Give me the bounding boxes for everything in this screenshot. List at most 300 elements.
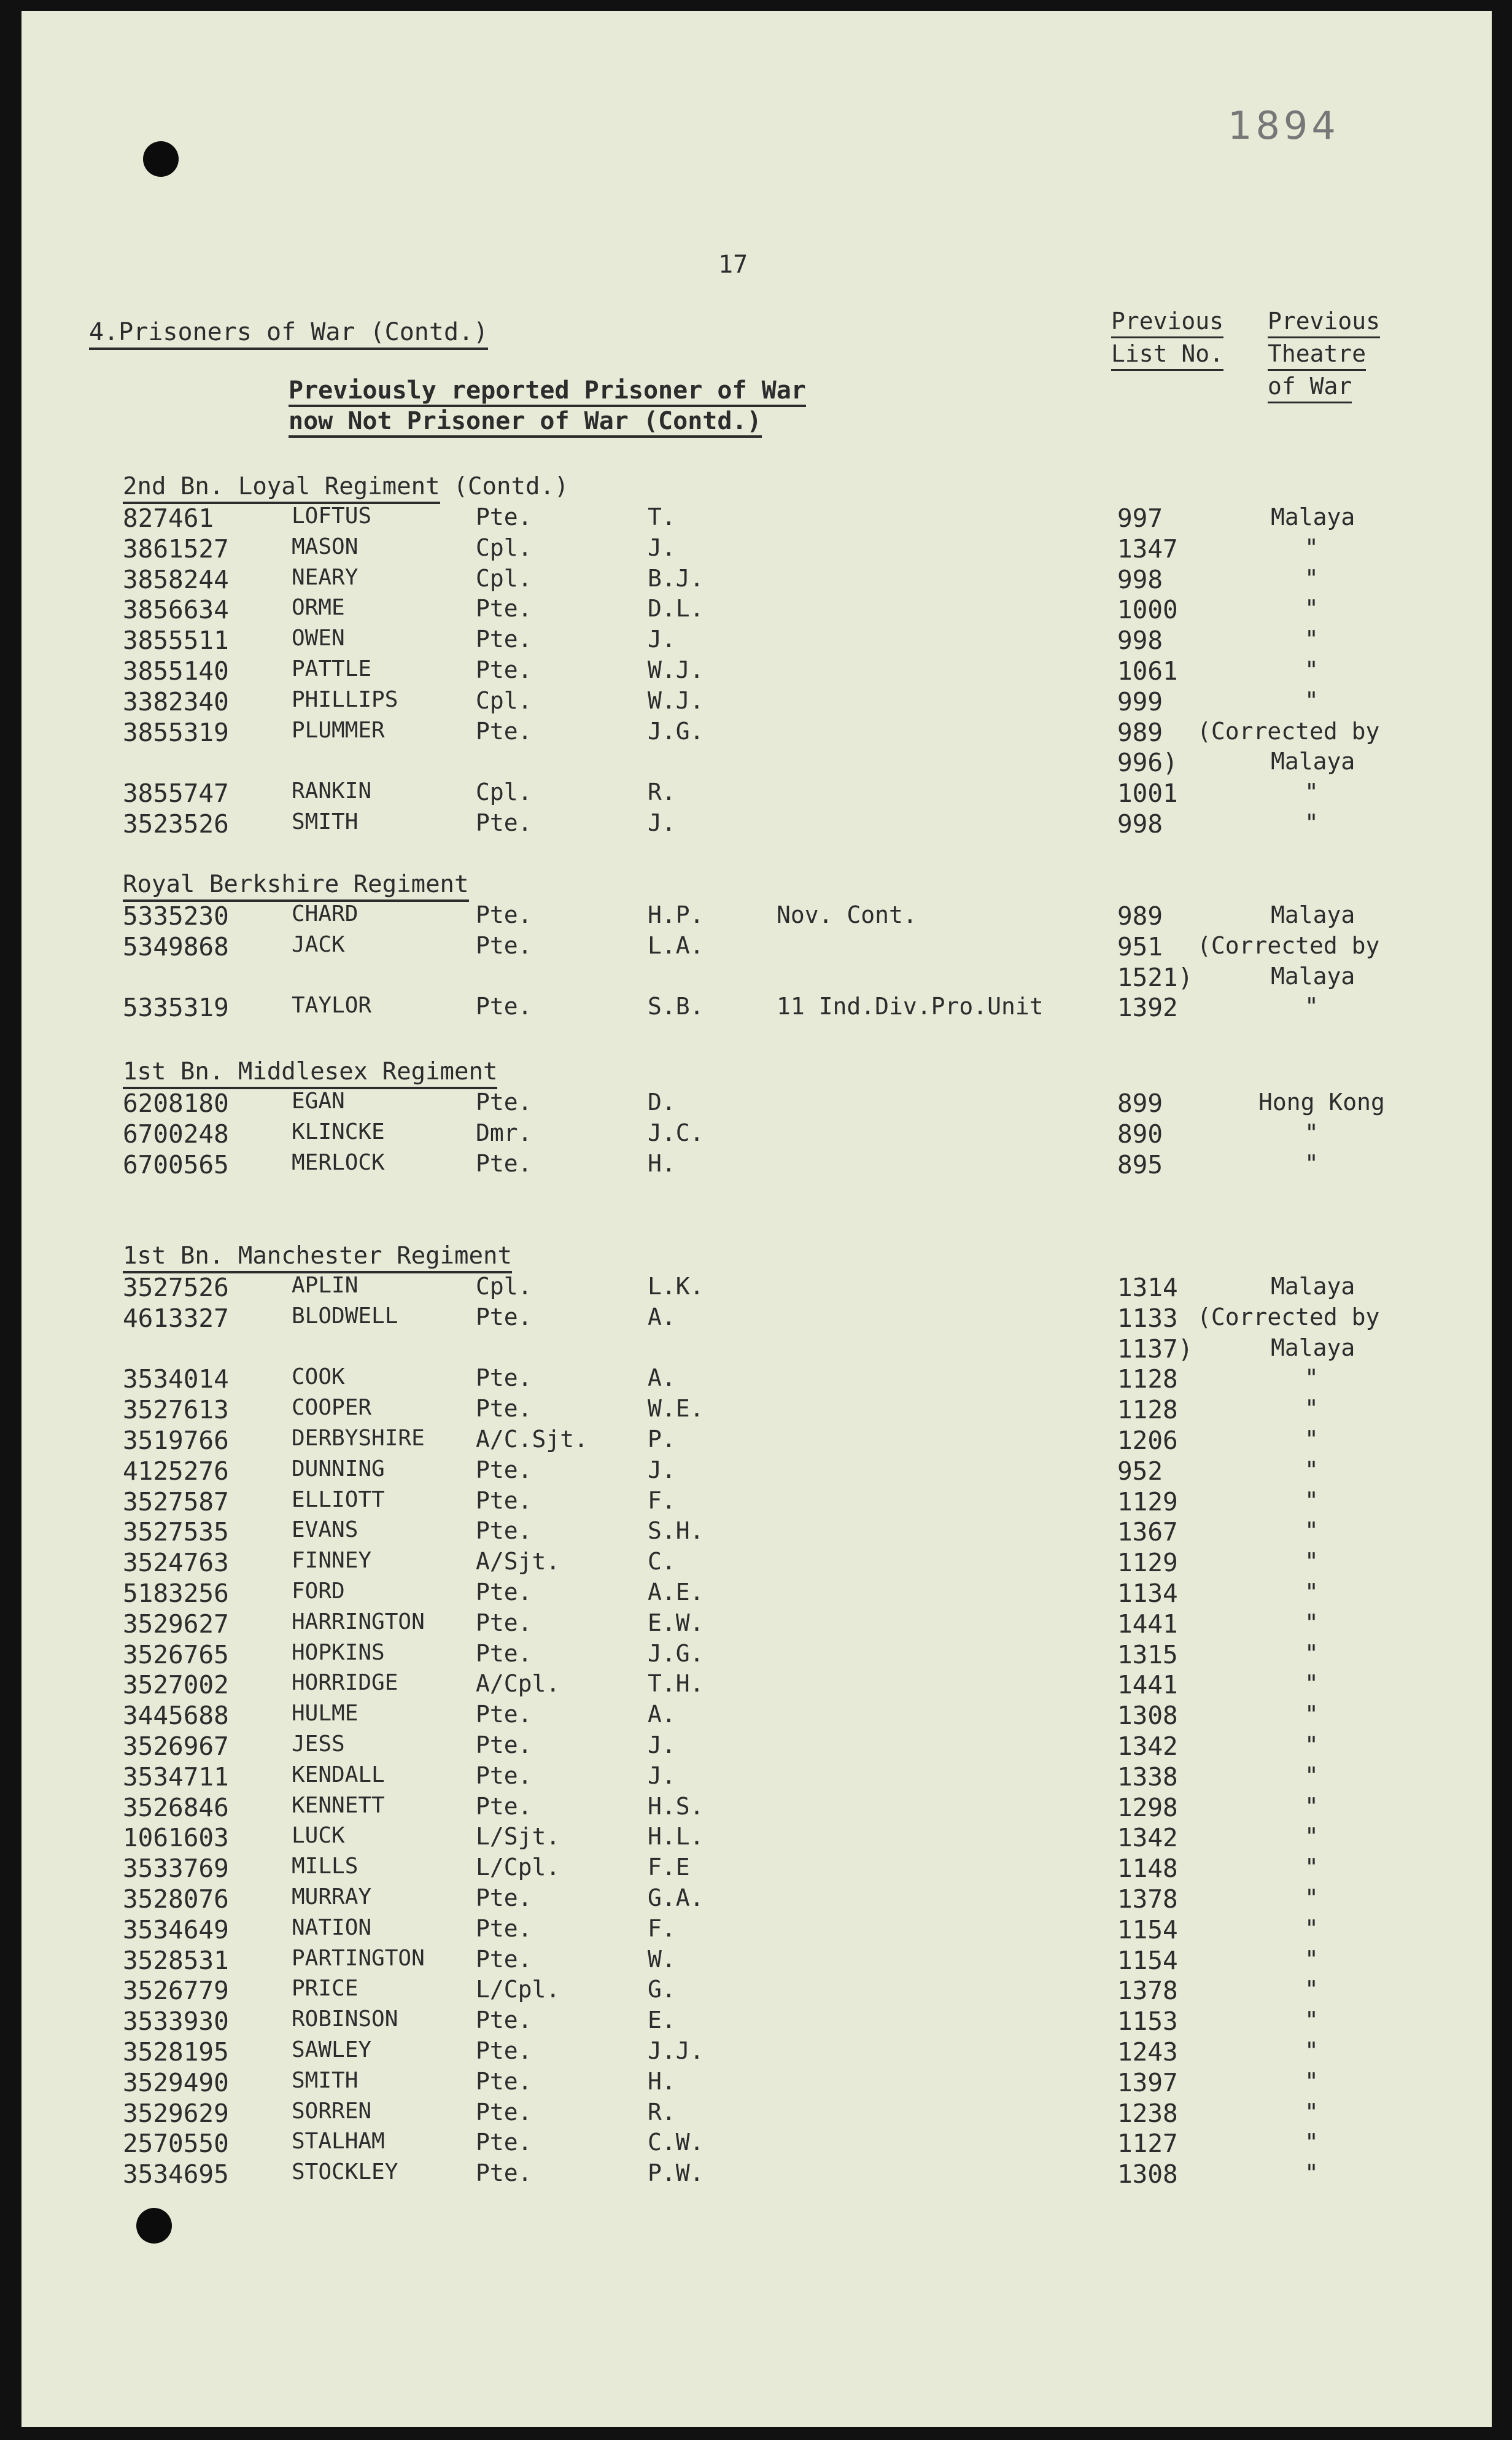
section-title: [89, 318, 488, 346]
table-row: [21, 779, 1492, 809]
initials: W.J.: [648, 686, 704, 714]
previous-theatre: ": [1305, 1701, 1319, 1728]
rank: Pte.: [476, 1731, 532, 1758]
punch-hole-top: [143, 141, 179, 177]
punch-hole-bottom: [136, 2208, 172, 2244]
previous-theatre: ": [1305, 1364, 1319, 1392]
section-heading-title: 2nd Bn. Loyal Regiment: [123, 473, 440, 504]
column-header-previous-list-line1: Previous: [1111, 306, 1223, 338]
previous-list-no: 1314: [1117, 1273, 1178, 1302]
initials: F.E: [648, 1854, 690, 1881]
service-number: 6700248: [123, 1119, 229, 1149]
rank: Pte.: [476, 1792, 532, 1820]
previous-theatre: ": [1305, 2159, 1319, 2187]
rank: Cpl.: [476, 779, 532, 806]
service-number: 3528531: [123, 1945, 229, 1975]
surname: CHARD: [292, 901, 359, 927]
previous-theatre: ": [1305, 1548, 1319, 1576]
previous-theatre: ": [1305, 1579, 1319, 1606]
rank: Pte.: [476, 1914, 532, 1942]
previous-theatre: (Corrected by: [1197, 931, 1380, 959]
previous-theatre: ": [1305, 1945, 1319, 1973]
previous-theatre: ": [1305, 1670, 1319, 1698]
remarks: 11 Ind.Div.Pro.Unit: [777, 993, 1044, 1020]
rank: Pte.: [476, 1089, 532, 1116]
previous-list-no: 1238: [1117, 2098, 1178, 2128]
previous-list-no: 1243: [1117, 2037, 1178, 2067]
previous-list-no: 1367: [1117, 1517, 1178, 1547]
surname: DERBYSHIRE: [292, 1426, 425, 1451]
previous-list-no: 1154: [1117, 1945, 1178, 1975]
rank: Pte.: [476, 717, 532, 745]
previous-list-no: 1128: [1117, 1395, 1178, 1425]
rank: L/Cpl.: [476, 1976, 560, 2003]
rank: Pte.: [476, 1639, 532, 1667]
previous-list-no: 989: [1117, 901, 1163, 931]
service-number: 3529490: [123, 2067, 229, 2097]
remarks: Nov. Cont.: [777, 901, 917, 928]
previous-theatre: ": [1305, 1854, 1319, 1881]
previous-list-no: 1129: [1117, 1548, 1178, 1578]
initials: R.: [648, 779, 676, 806]
table-row: [21, 595, 1492, 626]
table-row: [21, 1456, 1492, 1487]
column-header-previous-theatre: [1268, 306, 1380, 403]
service-number: 3527526: [123, 1273, 229, 1302]
previous-list-no: 998: [1117, 626, 1163, 656]
table-row: [21, 1487, 1492, 1518]
initials: W.J.: [648, 656, 704, 683]
table-row: [21, 2037, 1492, 2068]
surname: KENNETT: [292, 1792, 385, 1818]
service-number: 3855319: [123, 717, 229, 747]
table-row: [21, 626, 1492, 656]
service-number: 3445688: [123, 1701, 229, 1731]
previous-list-no-correction: 1137): [1117, 1334, 1193, 1364]
surname: APLIN: [292, 1273, 359, 1298]
page-number: 17: [718, 251, 748, 279]
service-number: 3534649: [123, 1914, 229, 1945]
service-number: 3861527: [123, 534, 229, 564]
surname: FINNEY: [292, 1548, 372, 1574]
previous-list-no: 895: [1117, 1149, 1163, 1179]
service-number: 3526765: [123, 1639, 229, 1669]
service-number: 6208180: [123, 1089, 229, 1118]
surname: LOFTUS: [292, 503, 372, 529]
table-row: [21, 656, 1492, 687]
initials: J.: [648, 626, 676, 653]
rank: L/Cpl.: [476, 1854, 560, 1881]
service-number: 3529627: [123, 1609, 229, 1639]
service-number: 827461: [123, 503, 214, 533]
previous-list-no: 1129: [1117, 1486, 1178, 1517]
previous-theatre: ": [1305, 1609, 1319, 1636]
previous-theatre: ": [1305, 1517, 1319, 1545]
table-row: [21, 718, 1492, 748]
previous-list-no: 1397: [1117, 2067, 1178, 2097]
table-row: [21, 1670, 1492, 1701]
initials: E.W.: [648, 1609, 704, 1636]
table-row: [21, 1793, 1492, 1824]
initials: C.: [648, 1548, 676, 1576]
table-row: [21, 1548, 1492, 1579]
rank: Pte.: [476, 1701, 532, 1728]
table-row: [21, 503, 1492, 534]
rank: Pte.: [476, 1945, 532, 1973]
previous-list-no: 1347: [1117, 534, 1178, 564]
previous-theatre: ": [1305, 1792, 1319, 1820]
service-number: 3526967: [123, 1731, 229, 1761]
previous-theatre: ": [1305, 2067, 1319, 2095]
table-row: [21, 1884, 1492, 1915]
initials: J.G.: [648, 717, 704, 745]
column-header-previous-list: [1111, 306, 1223, 371]
surname: ROBINSON: [292, 2007, 398, 2032]
surname: COOK: [292, 1364, 345, 1390]
previous-list-no: 1378: [1117, 1884, 1178, 1914]
service-number: 2570550: [123, 2129, 229, 2159]
previous-theatre: Hong Kong: [1258, 1089, 1385, 1116]
surname: DUNNING: [292, 1456, 385, 1482]
previous-list-no: 1392: [1117, 993, 1178, 1023]
previous-theatre: ": [1305, 1426, 1319, 1453]
previous-theatre: ": [1305, 1395, 1319, 1423]
rank: Pte.: [476, 2067, 532, 2095]
previous-list-no: 1133: [1117, 1303, 1178, 1333]
table-row: [21, 1701, 1492, 1731]
rank: Pte.: [476, 2159, 532, 2187]
previous-theatre: ": [1305, 1762, 1319, 1789]
table-row: [21, 1823, 1492, 1854]
initials: S.B.: [648, 993, 704, 1020]
service-number: 3524763: [123, 1548, 229, 1578]
service-number: 3527002: [123, 1670, 229, 1700]
surname: ORME: [292, 595, 345, 621]
previous-list-no: 899: [1117, 1089, 1163, 1118]
table-row: [21, 1364, 1492, 1395]
previous-theatre: ": [1305, 626, 1319, 653]
initials: J.: [648, 1731, 676, 1758]
previous-list-no: 989: [1117, 717, 1163, 747]
table-row: [21, 1150, 1492, 1181]
table-row: [21, 1640, 1492, 1671]
previous-list-no: 1315: [1117, 1639, 1178, 1669]
table-row: [21, 1273, 1492, 1304]
previous-theatre: ": [1305, 2007, 1319, 2034]
previous-theatre: ": [1305, 1731, 1319, 1758]
table-row: [21, 1395, 1492, 1426]
surname: PHILLIPS: [292, 686, 398, 712]
column-header-previous-theatre-line3: of War: [1268, 371, 1352, 403]
surname: EVANS: [292, 1517, 359, 1543]
table-row: [21, 1762, 1492, 1793]
surname: BLODWELL: [292, 1303, 398, 1329]
previous-list-no: 999: [1117, 686, 1163, 717]
previous-list-no: 1000: [1117, 595, 1178, 625]
surname: KENDALL: [292, 1762, 385, 1787]
initials: A.: [648, 1364, 676, 1392]
initials: J.C.: [648, 1119, 704, 1146]
previous-theatre: ": [1305, 595, 1319, 623]
subtitle-line-1: [289, 376, 806, 405]
previous-list-no: 1128: [1117, 1364, 1178, 1394]
subtitle-line-1-text: Previously reported Prisoner of War: [289, 376, 806, 407]
rank: Pte.: [476, 809, 532, 836]
rank: A/C.Sjt.: [476, 1426, 589, 1453]
previous-list-no: 1154: [1117, 1914, 1178, 1945]
surname: HARRINGTON: [292, 1609, 425, 1634]
surname: JESS: [292, 1731, 345, 1757]
rank: Pte.: [476, 1517, 532, 1545]
previous-theatre: ": [1305, 1149, 1319, 1177]
initials: D.: [648, 1089, 676, 1116]
service-number: 3534711: [123, 1762, 229, 1792]
table-row: [21, 534, 1492, 565]
service-number: 5335230: [123, 901, 229, 931]
previous-list-no: 1441: [1117, 1670, 1178, 1700]
table-row: [21, 1426, 1492, 1456]
surname: PARTINGTON: [292, 1945, 425, 1971]
rank: Pte.: [476, 1884, 532, 1911]
initials: C.W.: [648, 2129, 704, 2156]
initials: P.: [648, 1426, 676, 1453]
service-number: 3527535: [123, 1517, 229, 1547]
service-number: 3526779: [123, 1976, 229, 2006]
initials: T.: [648, 503, 676, 530]
initials: A.E.: [648, 1579, 704, 1606]
initials: G.: [648, 1976, 676, 2003]
previous-theatre: ": [1305, 1119, 1319, 1146]
rank: Pte.: [476, 1303, 532, 1331]
previous-list-no: 1298: [1117, 1792, 1178, 1822]
surname: PLUMMER: [292, 717, 385, 743]
initials: H.L.: [648, 1823, 704, 1851]
table-row: [21, 1609, 1492, 1640]
rank: Cpl.: [476, 1273, 532, 1300]
service-number: 3855140: [123, 656, 229, 686]
surname: LUCK: [292, 1823, 345, 1849]
initials: E.: [648, 2007, 676, 2034]
initials: J.J.: [648, 2037, 704, 2064]
previous-theatre: (Corrected by: [1197, 1303, 1380, 1331]
previous-list-no: 1378: [1117, 1976, 1178, 2006]
service-number: 4613327: [123, 1303, 229, 1333]
subtitle-line-2: [289, 407, 762, 435]
surname: KLINCKE: [292, 1119, 385, 1144]
surname: STOCKLEY: [292, 2159, 398, 2185]
rank: L/Sjt.: [476, 1823, 560, 1851]
surname: FORD: [292, 1579, 345, 1604]
surname: NATION: [292, 1914, 372, 1940]
previous-list-no: 998: [1117, 564, 1163, 594]
surname: PATTLE: [292, 656, 372, 682]
previous-theatre: ": [1305, 1456, 1319, 1483]
service-number: 3534695: [123, 2159, 229, 2189]
previous-theatre: (Corrected by: [1197, 717, 1380, 745]
previous-theatre: ": [1305, 1884, 1319, 1911]
previous-theatre: Malaya: [1271, 503, 1355, 530]
previous-theatre: ": [1305, 656, 1319, 683]
table-row: [21, 993, 1492, 1024]
rank: Pte.: [476, 626, 532, 653]
service-number: 3529629: [123, 2098, 229, 2128]
previous-theatre-corrected: Malaya: [1271, 1334, 1355, 1361]
rank: Pte.: [476, 503, 532, 530]
previous-list-no: 1153: [1117, 2007, 1178, 2037]
surname: COOPER: [292, 1395, 372, 1421]
surname: JACK: [292, 931, 345, 957]
section-heading-title: Royal Berkshire Regiment: [123, 871, 469, 902]
previous-list-no: 1148: [1117, 1854, 1178, 1884]
section-heading: [123, 871, 469, 898]
surname: STALHAM: [292, 2129, 385, 2154]
surname: PRICE: [292, 1976, 359, 2002]
service-number: 3519766: [123, 1426, 229, 1455]
initials: L.K.: [648, 1273, 704, 1300]
section-heading: [123, 1058, 497, 1086]
table-row: [21, 2129, 1492, 2159]
service-number: 3533769: [123, 1854, 229, 1884]
rank: Pte.: [476, 931, 532, 959]
initials: L.A.: [648, 931, 704, 959]
previous-theatre: ": [1305, 993, 1319, 1020]
service-number: 3528076: [123, 1884, 229, 1914]
surname: HULME: [292, 1701, 359, 1727]
service-number: 4125276: [123, 1456, 229, 1486]
surname: ELLIOTT: [292, 1486, 385, 1512]
rank: Pte.: [476, 595, 532, 623]
previous-theatre-corrected: Malaya: [1271, 748, 1355, 775]
service-number: 5349868: [123, 931, 229, 962]
rank: Pte.: [476, 1486, 532, 1514]
rank: Pte.: [476, 1609, 532, 1636]
rank: Pte.: [476, 2098, 532, 2126]
service-number: 3382340: [123, 686, 229, 717]
initials: T.H.: [648, 1670, 704, 1698]
previous-theatre: ": [1305, 1486, 1319, 1514]
rank: Pte.: [476, 993, 532, 1020]
surname: SAWLEY: [292, 2037, 372, 2062]
initials: G.A.: [648, 1884, 704, 1911]
previous-list-no-correction: 996): [1117, 748, 1178, 778]
initials: W.E.: [648, 1395, 704, 1423]
initials: F.: [648, 1914, 676, 1942]
rank: Pte.: [476, 2007, 532, 2034]
previous-list-no: 890: [1117, 1119, 1163, 1149]
column-header-previous-theatre-line2: Theatre: [1268, 338, 1366, 371]
surname: RANKIN: [292, 779, 372, 804]
rank: Pte.: [476, 1149, 532, 1177]
initials: A.: [648, 1701, 676, 1728]
service-number: 3855511: [123, 626, 229, 656]
initials: B.J.: [648, 564, 704, 592]
section-heading: [123, 1242, 512, 1270]
rank: Pte.: [476, 1456, 532, 1483]
service-number: 5335319: [123, 993, 229, 1023]
table-row: [21, 2099, 1492, 2129]
service-number: 3527587: [123, 1486, 229, 1517]
rank: Pte.: [476, 656, 532, 683]
initials: P.W.: [648, 2159, 704, 2187]
service-number: 3523526: [123, 809, 229, 839]
service-number: 3533930: [123, 2007, 229, 2037]
surname: MILLS: [292, 1854, 359, 1879]
previous-list-no: 1342: [1117, 1731, 1178, 1761]
previous-list-no: 1061: [1117, 656, 1178, 686]
surname: MERLOCK: [292, 1149, 385, 1175]
previous-list-no: 1308: [1117, 2159, 1178, 2189]
previous-list-no: 1001: [1117, 779, 1178, 809]
previous-theatre: ": [1305, 1914, 1319, 1942]
initials: H.: [648, 1149, 676, 1177]
surname: MASON: [292, 534, 359, 559]
table-row: [21, 565, 1492, 596]
table-row: [21, 1976, 1492, 2007]
surname: EGAN: [292, 1089, 345, 1114]
previous-theatre: ": [1305, 1823, 1319, 1851]
rank: Cpl.: [476, 686, 532, 714]
previous-theatre: Malaya: [1271, 1273, 1355, 1300]
document-page: [21, 11, 1492, 2427]
previous-list-no: 1308: [1117, 1701, 1178, 1731]
section-heading-suffix: (Contd.): [453, 473, 569, 500]
surname: HORRIDGE: [292, 1670, 398, 1696]
initials: S.H.: [648, 1517, 704, 1545]
section-title-text: 4.Prisoners of War (Contd.): [89, 318, 488, 350]
column-header-previous-theatre-line1: Previous: [1268, 306, 1380, 338]
subtitle-line-2-text: now Not Prisoner of War (Contd.): [289, 407, 762, 438]
previous-theatre: ": [1305, 2037, 1319, 2064]
previous-list-no: 1127: [1117, 2129, 1178, 2159]
service-number: 3856634: [123, 595, 229, 625]
rank: Pte.: [476, 1579, 532, 1606]
previous-theatre: ": [1305, 809, 1319, 836]
previous-list-no: 997: [1117, 503, 1163, 533]
previous-theatre: ": [1305, 1639, 1319, 1667]
initials: H.S.: [648, 1792, 704, 1820]
section-heading: [123, 473, 568, 500]
table-row: [21, 1304, 1492, 1334]
service-number: 3527613: [123, 1395, 229, 1425]
previous-theatre: ": [1305, 1976, 1319, 2003]
previous-list-no: 1206: [1117, 1426, 1178, 1455]
rank: Cpl.: [476, 534, 532, 561]
previous-list-no: 1342: [1117, 1823, 1178, 1853]
table-row: [21, 932, 1492, 963]
surname: TAYLOR: [292, 993, 372, 1019]
table-row: [21, 1119, 1492, 1150]
previous-list-no: 951: [1117, 931, 1163, 962]
rank: Pte.: [476, 901, 532, 928]
surname: NEARY: [292, 564, 359, 590]
table-row: [21, 1579, 1492, 1609]
service-number: 3526846: [123, 1792, 229, 1822]
rank: Pte.: [476, 2129, 532, 2156]
initials: H.: [648, 2067, 676, 2095]
initials: J.G.: [648, 1639, 704, 1667]
previous-list-no-correction: 1521): [1117, 962, 1193, 992]
section-heading-title: 1st Bn. Manchester Regiment: [123, 1242, 512, 1273]
table-row: [21, 2007, 1492, 2037]
rank: A/Sjt.: [476, 1548, 560, 1576]
surname: SMITH: [292, 809, 359, 834]
table-row: [21, 2068, 1492, 2099]
surname: SORREN: [292, 2098, 372, 2124]
service-number: 5183256: [123, 1579, 229, 1608]
table-row: [21, 2159, 1492, 2190]
previous-theatre: ": [1305, 534, 1319, 561]
initials: J.: [648, 1456, 676, 1483]
